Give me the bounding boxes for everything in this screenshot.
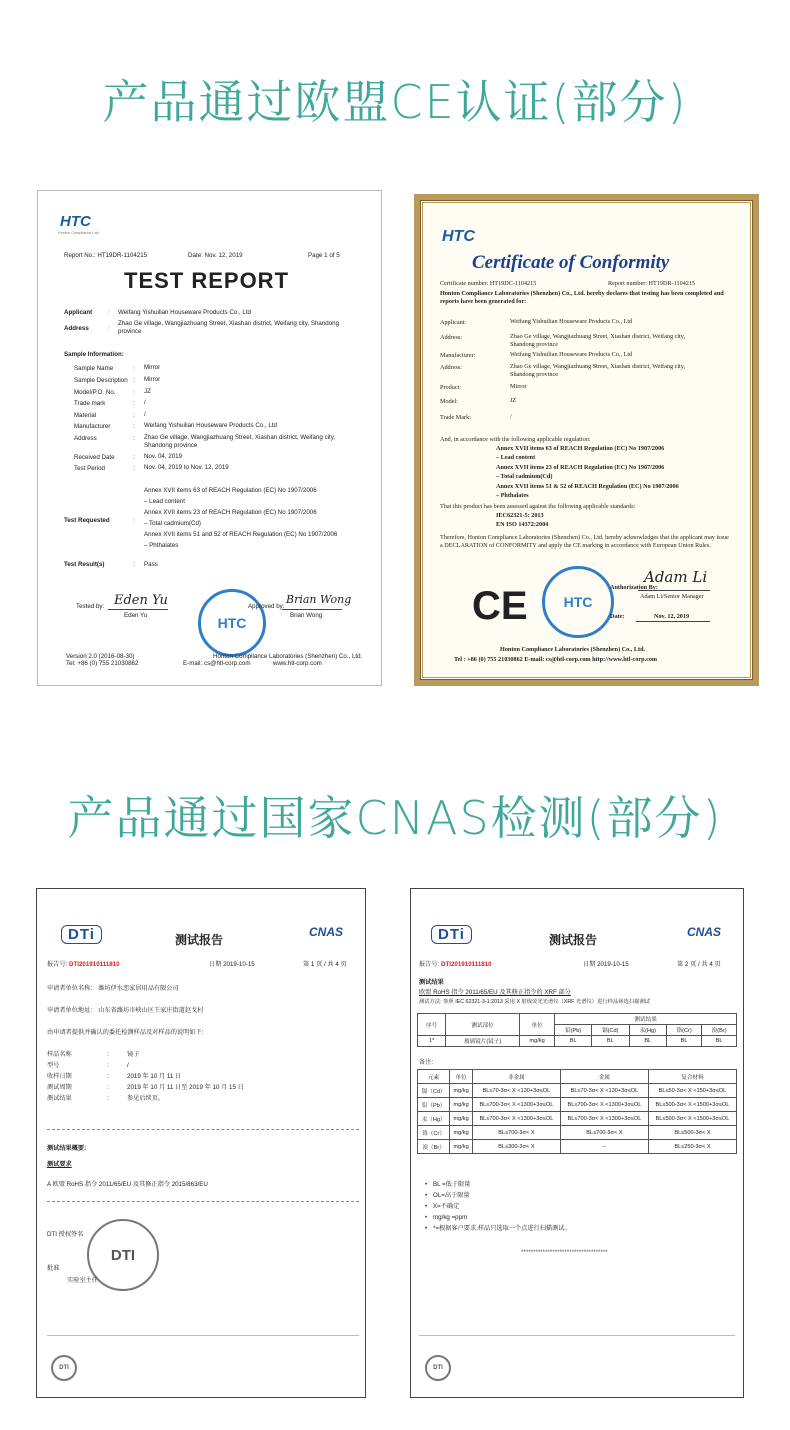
table-cell: 镉(Cd) — [592, 1025, 629, 1036]
colon: : — [133, 365, 135, 372]
htc-stamp-icon: HTC — [542, 566, 614, 638]
tester-name: Eden Yu — [124, 612, 148, 619]
table-cell: BL≤700-3σ< X — [472, 1126, 560, 1140]
table-cell: mg/kg — [450, 1140, 473, 1154]
bullet: • — [425, 1214, 428, 1221]
dti-directive: 欧盟 RoHS 指令 2011/65/EU 及其修正指令的 XRF 部分 — [419, 989, 571, 996]
heading-cnas-test: 产品通过国家CNAS检测(部分) — [67, 791, 723, 845]
htc-stamp-icon: HTC — [198, 589, 266, 657]
colon: : — [133, 400, 135, 407]
table-cell: BL — [592, 1036, 629, 1047]
email: E-mail: cs@htl-corp.com — [183, 660, 251, 667]
regulation-item: – Lead content — [496, 454, 536, 462]
certificate-date: Nov. 12, 2019 — [654, 613, 690, 620]
table-cell: 溴(Br) — [702, 1025, 737, 1036]
cert-field-value: Weifang Yishuilian Houseware Products Co., Ltd — [510, 318, 633, 325]
test-requested-item: Annex XVII items 23 of REACH Regulation (EC) No 1907/2006 — [144, 509, 317, 516]
certificate-conclusion: Therefore, Honton Compliance Laboratories (Shenzhen) Co., Ltd. hereby acknowledges that the applicant may issue a DECLARATION of CONFORMITY and apply the CE marking in accordance with European Union Rules. — [440, 534, 729, 549]
regulation-item: – Phthalates — [496, 492, 529, 499]
approved-by-label: Approved by: — [248, 603, 285, 610]
dti-page: 第 2 页 / 共 4 页 — [677, 961, 721, 968]
table-cell: 测试部位 — [446, 1014, 520, 1036]
colon: : — [133, 465, 135, 472]
dti-date: 日期 2019-10-15 — [209, 961, 255, 968]
colon: : — [133, 377, 135, 384]
tested-by-label: Tested by: — [76, 603, 105, 610]
dti-applicant: 申请者单位名称： 潍坊伊水恋家居用品有限公司 — [47, 985, 179, 992]
field-label: Model/P.O. No. — [74, 389, 116, 396]
field-value: Nov. 04, 2019 to Nov. 12, 2019 — [144, 464, 229, 471]
dti-field-value: 2019 年 10 月 11 日至 2019 年 10 月 15 日 — [127, 1084, 244, 1091]
address-value: Zhao Ge village, Wangjiazhuang Street, Xiashan district, Weifang city, Shandong province — [118, 320, 340, 335]
field-label: Address — [74, 435, 97, 442]
dti-note-label: 备注: — [419, 1059, 434, 1066]
result-value: Pass — [144, 561, 158, 568]
table-cell: mg/kg — [450, 1126, 473, 1140]
dti-field-value: 参见后续页。 — [127, 1095, 165, 1102]
table-cell: mg/kg — [450, 1098, 473, 1112]
signer: Adam Li/Senior Manager — [640, 593, 704, 600]
dti-requirement-item: A 欧盟 RoHS 指令 2011/65/EU 及其修正指令 2015/863/EU — [47, 1181, 208, 1188]
ce-mark-icon: CE — [472, 584, 528, 628]
regulation-intro: And, in accordance with the following applicable regulation: — [440, 436, 591, 443]
logo-subtitle: Honton Compliance Lab — [58, 231, 99, 235]
cert-field-value: Weifang Yishuilian Houseware Products Co., Ltd — [510, 351, 633, 358]
website: www.htl-corp.com — [273, 660, 322, 667]
dti-footer-logo-icon: DTI — [51, 1355, 77, 1381]
dti-title: 测试报告 — [175, 933, 224, 947]
dti-report-number: DTI201910111810 — [441, 961, 492, 968]
dti-summary: 测试结果概要: — [47, 1145, 87, 1152]
table-cell: mg/kg — [450, 1112, 473, 1126]
dti-method: 测试方法: 参照 IEC 62321-3-1:2013 采用 X 射线荧光光谱仪（XRF 光谱仪）进行样品筛选扫描测试 — [419, 999, 651, 1005]
colon: : — [133, 435, 135, 442]
dti-title: 测试报告 — [549, 933, 598, 947]
dti-field-label: 样品名称 — [47, 1051, 72, 1058]
certificate-report-number: Report number: HT19DR-1104215 — [608, 280, 696, 287]
field-value: Zhao Ge village, Wangjiazhuang Street, Xiashan district, Weifang city, Shandong province — [144, 434, 336, 449]
footer-company: Honton Compliance Laboratories (Shenzhen) Co., Ltd. — [500, 646, 646, 653]
field-label: Trade mark — [74, 400, 106, 407]
dti-footer-logo-icon: DTI — [425, 1355, 451, 1381]
table-cell: BL≤700-3σ< X <1300+3σ≤OL — [472, 1112, 560, 1126]
field-value: Nov. 04, 2019 — [144, 453, 183, 460]
field-value: / — [144, 399, 146, 406]
table-cell: mg/kg — [519, 1036, 554, 1047]
table-cell: 元素 — [418, 1070, 450, 1084]
bullet: • — [425, 1225, 428, 1232]
table-cell: BL≤700-3σ< X <1300+3σ≤OL — [560, 1112, 648, 1126]
table-cell: BL — [555, 1036, 592, 1047]
dti-field-label: 测试周期 — [47, 1084, 72, 1091]
table-cell: 复合材料 — [648, 1070, 736, 1084]
dti-logo-icon: DTi — [61, 925, 102, 944]
applicant-label: Applicant — [64, 309, 93, 316]
test-requested-item: – Total cadmium(Cd) — [144, 520, 201, 527]
standard-item: EN ISO 14372:2004 — [496, 521, 549, 528]
report-number: Report No.: HT19DR-1104215 — [64, 252, 148, 259]
regulation-item: Annex XVII items 63 of REACH Regulation (EC) No 1907/2006 — [496, 445, 665, 452]
cert-field-value: / — [510, 413, 512, 420]
cert-field-label: Address: — [440, 334, 462, 341]
dti-stamp-icon: DTI — [87, 1219, 159, 1291]
table-cell: 溴（Br） — [418, 1140, 450, 1154]
table-cell: 铬（Cr） — [418, 1126, 450, 1140]
version: Version 2.0 (2016-08-30) — [66, 653, 135, 660]
cert-field-value: Mirror — [510, 383, 527, 390]
report-title: TEST REPORT — [124, 268, 290, 293]
dti-date: 日期 2019-10-15 — [583, 961, 629, 968]
table-cell: BL — [702, 1036, 737, 1047]
colon: : — [133, 423, 135, 430]
table-cell: 汞(Hg) — [629, 1025, 666, 1036]
table-cell: BL≤70-3σ< X <130+3σ≤OL — [472, 1084, 560, 1098]
dti-role: 实验室主任 — [67, 1277, 98, 1284]
certificate-title: Certificate of Conformity — [472, 252, 670, 273]
htc-logo-icon: HTC — [442, 228, 475, 245]
dti-report-number: DTI201910111810 — [69, 961, 120, 968]
cert-field-value: Zhao Ge village, Wangjiazhuang Street, Xiashan district, Weifang city, Shandong province — [510, 363, 686, 378]
bullet: • — [425, 1192, 428, 1199]
company-name: Honton Compliance Laboratories (Shenzhen) Co., Ltd. — [213, 653, 363, 660]
table-cell: 单位 — [450, 1070, 473, 1084]
colon: : — [107, 1051, 109, 1058]
table-cell: BL≤700-3σ< X — [560, 1126, 648, 1140]
field-value: JZ — [144, 388, 151, 395]
report-date: Date: Nov. 12, 2019 — [188, 252, 243, 259]
test-requested-item: – Lead content — [144, 498, 185, 505]
dti-field-value: 2019 年 10 月 11 日 — [127, 1073, 182, 1080]
table-cell: 铅(Pb) — [555, 1025, 592, 1036]
dti-address: 申请者单位地址： 山东省潍坊市峡山区王家庄街道赵戈村 — [47, 1007, 204, 1014]
field-label: Manufacturer — [74, 423, 111, 430]
table-cell: 铅（Pb） — [418, 1098, 450, 1112]
dti-section: 测试结果 — [419, 979, 444, 986]
table-cell: 测试结果 — [555, 1014, 737, 1025]
legend-item: X=不确定 — [433, 1203, 460, 1210]
tester-signature: Eden Yu — [114, 593, 168, 608]
field-label: Received Date — [74, 454, 115, 461]
table-cell: BL≤500-3σ< X <1500+3σ≤OL — [648, 1112, 736, 1126]
field-label: Sample Description — [74, 377, 128, 384]
certificate-number: Certificate number: HT19DC-1104215 — [440, 280, 537, 287]
dti-logo-icon: DTi — [431, 925, 472, 944]
dti-field-label: 测试结果 — [47, 1095, 72, 1102]
field-value: Mirror — [144, 364, 161, 371]
htc-logo-icon: HTC — [60, 213, 91, 230]
cert-field-value: Zhao Ge village, Wangjiazhuang Street, Xiashan district, Weifang city, Shandong province — [510, 333, 686, 348]
colon: : — [107, 1095, 109, 1102]
table-cell: 序号 — [418, 1014, 446, 1036]
colon: : — [107, 1073, 109, 1080]
dti-signer-label: DTI 授权签名 — [47, 1231, 84, 1238]
regulation-item: Annex XVII items 51 & 52 of REACH Regulation (EC) No 1907/2006 — [496, 482, 679, 490]
address-label: Address — [64, 325, 89, 332]
test-requested-label: Test Requested — [64, 517, 110, 524]
dti-note: 由申请者提供并确认的委托检测样品及对样品的说明如下: — [47, 1029, 204, 1036]
table-cell: BL — [629, 1036, 666, 1047]
legend-item: *=根据客户要求,样品只选取一个点进行扫描测试。 — [433, 1225, 571, 1232]
dti-field-label: 型号 — [47, 1062, 60, 1069]
dti-report-page-2: DTi 测试报告 CNAS 报告号: DTI201910111810 日期 2019-10-15 第 2 页 / 共 4 页 测试结果 欧盟 RoHS 指令 2011/65/EU 及其修正指令的 XRF 部分 测试方法: 参照 IEC 62321-3-1:2013 采用 X 射线荧光光谱仪（XRF 光谱仪）进行样品筛选扫描测试 序号 测试部位 单位 测试结果 铅(Pb) 镉(Cd) 汞(Hg) 铬(Cr) 溴(Br) 1* 玻璃镜片(镜子) mg/kg BL BL BL BL BL 备注: 元素 单位 非金属 金属 复合材料 镉（Cd） mg/kg BL≤70-3σ< X <130+3σ≤OL BL≤70-3σ< X <130+3σ≤OL BL≤50-3σ< X <150+3σ≤OL 铅（Pb） mg/kg BL≤700-3σ< X <1300+3σ≤OL BL≤700-3σ< X <1300+3σ≤OL BL≤500-3σ< X <1500+3σ≤OL 汞（Hg） mg/kg BL≤700-3σ< X <1300+3σ≤OL BL≤700-3σ< X <1300+3σ≤OL BL≤500-3σ< X <1500+3σ≤OL 铬（Cr） mg/kg BL≤700-3σ< X BL≤700-3σ< X BL≤500-3σ< X 溴（Br） mg/kg BL≤300-3σ< X -- BL≤250-3σ< X • BL =低于限量 • OL=高于限量 • X=不确定 • mg/kg =ppm • *=根据客户要求,样品只选取一个点进行扫描测试。 ************************************ DTI — [410, 888, 744, 1398]
table-cell: BL≤700-3σ< X <1300+3σ≤OL — [472, 1098, 560, 1112]
test-report-document: HTC Honton Compliance Lab Report No.: HT19DR-1104215 Date: Nov. 12, 2019 Page 1 of 5 TEST REPORT Applicant : Weifang Yishuilian Houseware Products Co., Ltd Address : Zhao Ge village, Wangjiazhuang Street, Xiashan district, Weifang city, Shandong province Sample Information: Sample Name : Mirror Sample Description : Mirror Model/P.O. No. : JZ Trade mark : / Material : / Manufacturer : Weifang Yishuilian Houseware Products Co., Ltd Address : Zhao Ge village, Wangjiazhuang Street, Xiashan district, Weifang city, Shandong province Received Date : Nov. 04, 2019 Test Period : Nov. 04, 2019 to Nov. 12, 2019 Test Requested : Annex XVII items 63 of REACH Regulation (EC) No 1907/2006 – Lead content Annex XVII items 23 of REACH Regulation (EC) No 1907/2006 – Total cadmium(Cd) Annex XVII items 51 and 52 of REACH Regulation (EC) No 1907/2006 – Phthalates Test Result(s) : Pass Tested by: Eden Yu Eden Yu HTC Approved by: Brian Wong Brian Wong Version 2.0 (2016-08-30) Tel: +86 (0) 755 21030862 Honton Compliance Laboratories (Shenzhen) Co., Ltd. E-mail: cs@htl-corp.com www.htl-corp.com — [37, 190, 382, 686]
table-cell: 镉（Cd） — [418, 1084, 450, 1098]
table-cell: 汞（Hg） — [418, 1112, 450, 1126]
footer-contact: Tel : +86 (0) 755 21030862 E-mail: cs@htl-corp.com http://www.htl-corp.com — [454, 656, 658, 663]
test-requested-item: – Phthalates — [144, 542, 179, 549]
table-cell: BL≤500-3σ< X — [648, 1126, 736, 1140]
cert-field-label: Model: — [440, 398, 458, 405]
field-label: Material — [74, 412, 97, 419]
standards-intro: That this product has been assessed against the following applicable standards: — [440, 503, 636, 510]
cert-field-value: JZ — [510, 397, 517, 404]
colon: : — [107, 1062, 109, 1069]
table-cell: BL≤500-3σ< X <1500+3σ≤OL — [648, 1098, 736, 1112]
table-cell: 金属 — [560, 1070, 648, 1084]
legend-item: mg/kg =ppm — [433, 1214, 468, 1221]
table-cell: BL≤70-3σ< X <130+3σ≤OL — [560, 1084, 648, 1098]
legend-item: OL=高于限量 — [433, 1192, 470, 1199]
table-cell: BL≤250-3σ< X — [648, 1140, 736, 1154]
result-label: Test Result(s) — [64, 561, 105, 568]
certificate-intro: Honton Compliance Laboratories (Shenzhen) Co., Ltd. hereby declares that testing has been completed and reports have been generated for: — [440, 290, 724, 305]
colon: : — [133, 454, 135, 461]
applicant-value: Weifang Yishuilian Houseware Products Co., Ltd — [118, 309, 251, 316]
dti-report-page-1: DTi 测试报告 CNAS 报告号: DTI201910111810 日期 2019-10-15 第 1 页 / 共 4 页 申请者单位名称： 潍坊伊水恋家居用品有限公司 申请者单位地址： 山东省潍坊市峡山区王家庄街道赵戈村 由申请者提供并确认的委托检测样品及对样品的说明如下: 样品名称 : 镜子 型号 : / 收样日期 : 2019 年 10 月 11 日 测试周期 : 2019 年 10 月 11 日至 2019 年 10 月 15 日 测试结果 : 参见后续页。 测试结果概要: 测试要求 A 欧盟 RoHS 指令 2011/65/EU 及其修正指令 2015/863/EU DTI 授权签名 DTI 批准 实验室主任 DTI — [36, 888, 366, 1398]
colon: : — [107, 1084, 109, 1091]
regulation-item: – Total cadmium(Cd) — [496, 473, 553, 481]
table-cell: -- — [560, 1140, 648, 1154]
limits-table — [417, 1069, 737, 1154]
cnas-logo-icon: CNAS — [687, 925, 722, 939]
legend-item: BL =低于限量 — [433, 1181, 471, 1188]
cert-field-label: Address: — [440, 364, 462, 371]
dti-page: 第 1 页 / 共 4 页 — [303, 961, 347, 968]
authorization-label: Authorization By: — [610, 584, 658, 591]
test-requested-item: Annex XVII items 63 of REACH Regulation (EC) No 1907/2006 — [144, 487, 317, 494]
field-label: Sample Name — [74, 365, 114, 372]
field-value: Weifang Yishuilian Houseware Products Co., Ltd — [144, 422, 277, 429]
dti-approve-label: 批准 — [47, 1265, 60, 1272]
table-cell: BL≤50-3σ< X <150+3σ≤OL — [648, 1084, 736, 1098]
cert-field-label: Manufacturer: — [440, 352, 476, 359]
cert-field-label: Trade Mark: — [440, 414, 471, 421]
dti-requirement: 测试要求 — [47, 1161, 72, 1168]
standard-item: IEC62321-5: 2013 — [496, 512, 544, 519]
table-cell: 1* — [418, 1036, 446, 1047]
bullet: • — [425, 1181, 428, 1188]
table-cell: mg/kg — [450, 1084, 473, 1098]
cert-field-label: Product: — [440, 384, 461, 391]
table-cell: 玻璃镜片(镜子) — [446, 1036, 520, 1047]
heading-ce-certification: 产品通过欧盟CE认证(部分) — [102, 75, 688, 129]
table-cell: BL≤300-3σ< X — [472, 1140, 560, 1154]
telephone: Tel: +86 (0) 755 21030862 — [66, 660, 139, 667]
sample-info-label: Sample Information: — [64, 351, 124, 358]
field-value: / — [144, 411, 146, 418]
ce-certificate-document: HTC Certificate of Conformity Certificate number: HT19DC-1104215 Report number: HT19DR-1104215 Honton Compliance Laboratories (Shenzhen) Co., Ltd. hereby declares that testing has been completed and reports have been generated for: Applicant: Weifang Yishuilian Houseware Products Co., Ltd Address: Zhao Ge village, Wangjiazhuang Street, Xiashan district, Weifang city, Shandong province Manufacturer: Weifang Yishuilian Houseware Products Co., Ltd Address: Zhao Ge village, Wangjiazhuang Street, Xiashan district, Weifang city, Shandong province Product: Mirror Model: JZ Trade Mark: / And, in accordance with the following applicable regulation: Annex XVII items 63 of REACH Regulation (EC) No 1907/2006 – Lead content Annex XVII items 23 of REACH Regulation (EC) No 1907/2006 – Total cadmium(Cd) Annex XVII items 51 & 52 of REACH Regulation (EC) No 1907/2006 – Phthalates That this product has been assessed against the following applicable standards: IEC62321-5: 2013 EN ISO 14372:2004 Therefore, Honton Compliance Laboratories (Shenzhen) Co., Ltd. hereby acknowledges that the applicant may issue a DECLARATION of CONFORMITY and apply the CE marking in accordance with European Union Rules. CE HTC Authorization By: Adam Li Adam Li/Senior Manager Date: Nov. 12, 2019 Honton Compliance Laboratories (Shenzhen) Co., Ltd. Tel : +86 (0) 755 21030862 E-mail: cs@htl-corp.com http://www.htl-corp.com — [414, 194, 759, 686]
dti-field-label: 收样日期 — [47, 1073, 72, 1080]
table-cell: 单位 — [519, 1014, 554, 1036]
colon: : — [133, 389, 135, 396]
bullet: • — [425, 1203, 428, 1210]
approver-name: Brian Wong — [290, 612, 323, 619]
table-cell: 铬(Cr) — [666, 1025, 701, 1036]
cnas-logo-icon: CNAS — [309, 925, 344, 939]
field-label: Test Period — [74, 465, 105, 472]
dti-field-value: / — [127, 1062, 129, 1069]
page-number: Page 1 of 5 — [308, 252, 340, 259]
result-table — [417, 1013, 737, 1047]
cert-field-label: Applicant: — [440, 319, 467, 326]
table-cell: BL — [666, 1036, 701, 1047]
regulation-item: Annex XVII items 23 of REACH Regulation (EC) No 1907/2006 — [496, 463, 665, 471]
field-value: Mirror — [144, 376, 161, 383]
date-label: Date: — [610, 613, 625, 620]
dti-field-value: 镜子 — [127, 1051, 140, 1058]
test-requested-item: Annex XVII items 51 and 52 of REACH Regulation (EC) No 1907/2006 — [144, 531, 338, 538]
colon: : — [133, 412, 135, 419]
table-cell: BL≤700-3σ< X <1300+3σ≤OL — [560, 1098, 648, 1112]
end-mark: ************************************ — [521, 1249, 608, 1256]
table-cell: 非金属 — [472, 1070, 560, 1084]
approver-signature: Brian Wong — [286, 593, 352, 606]
